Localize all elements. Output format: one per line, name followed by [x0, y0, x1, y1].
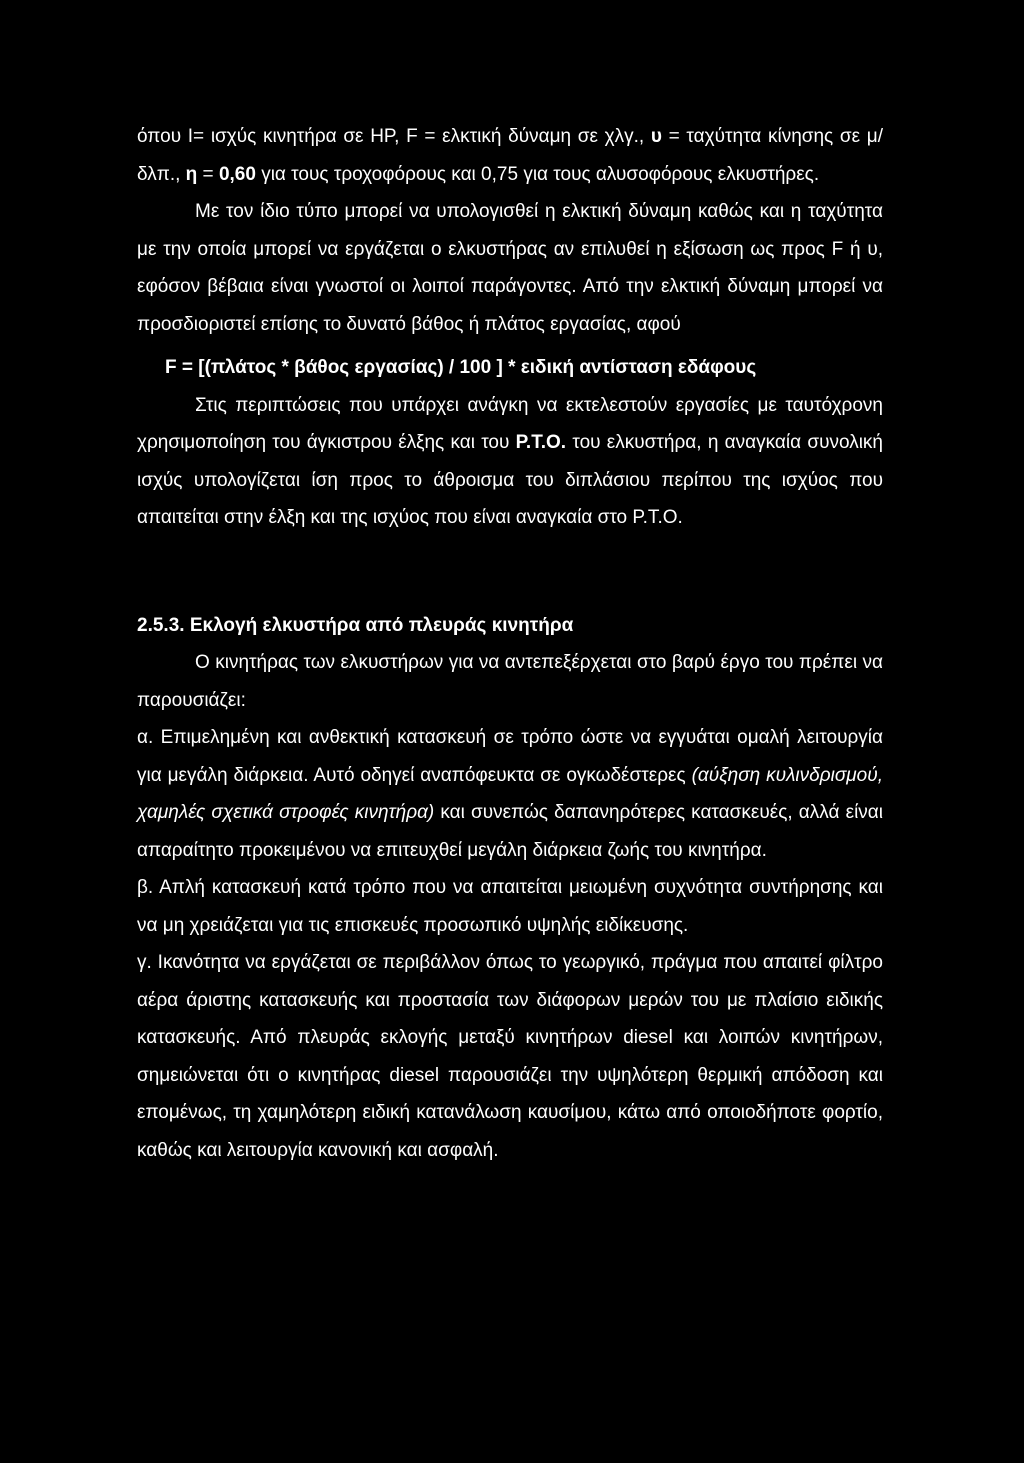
paragraph-engine-requirements-intro: Ο κινητήρας των ελκυστήρων για να αντεπεξέρχεται στο βαρύ έργο του πρέπει να παρουσιάζει: — [137, 652, 883, 711]
paragraph-variable-definitions: όπου I= ισχύς κινητήρα σε HP, F = ελκτική δύναμη σε χλγ., υ = ταχύτητα κίνησης σε μ/δλπ., η = 0,60 για τους τροχοφόρους και 0,75 για τους αλυσοφόρους ελκυστήρες. — [137, 126, 884, 185]
list-item-a: α. Επιμελημένη και ανθεκτική κατασκευή σε τρόπο ώστε να εγγυάται ομαλή λειτουργία για μεγάλη διάρκεια. Αυτό οδηγεί αναπόφευκτα σε ογκωδέστερες (αύξηση κυλινδρισμού, χαμηλές σχετικά στροφές κινητήρα) και συνεπώς δαπανηρότερες κατασκευές, αλλά είναι απαραίτητο προκειμένου να επιτευχθεί μεγάλη διάρκεια ζωής του κινητήρα. — [137, 727, 883, 861]
paragraph-traction-force: Με τον ίδιο τύπο μπορεί να υπολογισθεί η ελκτική δύναμη καθώς και η ταχύτητα με την οποία μπορεί να εργάζεται ο ελκυστήρας αν επιλυθεί η εξίσωση ως προς F ή υ, εφόσον βέβαια είναι γνωστοί οι λοιποί παράγοντες. Από την ελκτική δύναμη μπορεί να προσδιοριστεί επίσης το δυνατό βάθος ή πλάτος εργασίας, αφού — [137, 201, 883, 335]
paragraph-pto-power: Στις περιπτώσεις που υπάρχει ανάγκη να εκτελεστούν εργασίες με ταυτόχρονη χρησιμοποίηση του άγκιστρου έλξης και του Ρ.Τ.Ο. του ελκυστήρα, η αναγκαία συνολική ισχύς υπολογίζεται ίση προς το άθροισμα του διπλάσιου περίπου της ισχύος που απαιτείται στην έλξη και της ισχύος που είναι αναγκαία στο Ρ.Τ.Ο. — [137, 394, 883, 528]
list-item-c: γ. Ικανότητα να εργάζεται σε περιβάλλον όπως το γεωργικό, πράγμα που απαιτεί φίλτρο αέρα άριστης κατασκευής και προστασία των διάφορων μερών του με πλαίσιο ειδικής κατασκευής. Από πλευράς εκλογής μεταξύ κινητήρων diesel και λοιπών κινητήρων, σημειώνεται ότι ο κινητήρας diesel παρουσιάζει την υψηλότερη θερμική απόδοση και επομένως, τη χαμηλότερη ειδική κατανάλωση καυσίμου, κάτω από οποιοδήποτε φορτίο, καθώς και λειτουργία κανονική και ασφαλή. — [137, 952, 883, 1161]
formula-traction-force: F = [(πλάτος * βάθος εργασίας) / 100 ] * ειδική αντίσταση εδάφους — [165, 357, 757, 378]
section-heading: 2.5.3. Εκλογή ελκυστήρα από πλευράς κινητήρα — [137, 614, 574, 636]
list-item-b: β. Απλή κατασκευή κατά τρόπο που να απαιτείται μειωμένη συχνότητα συντήρησης και να μη χρειάζεται για τις επισκευές προσωπικό υψηλής ειδίκευσης. — [137, 877, 883, 936]
document-page — [137, 118, 883, 1169]
